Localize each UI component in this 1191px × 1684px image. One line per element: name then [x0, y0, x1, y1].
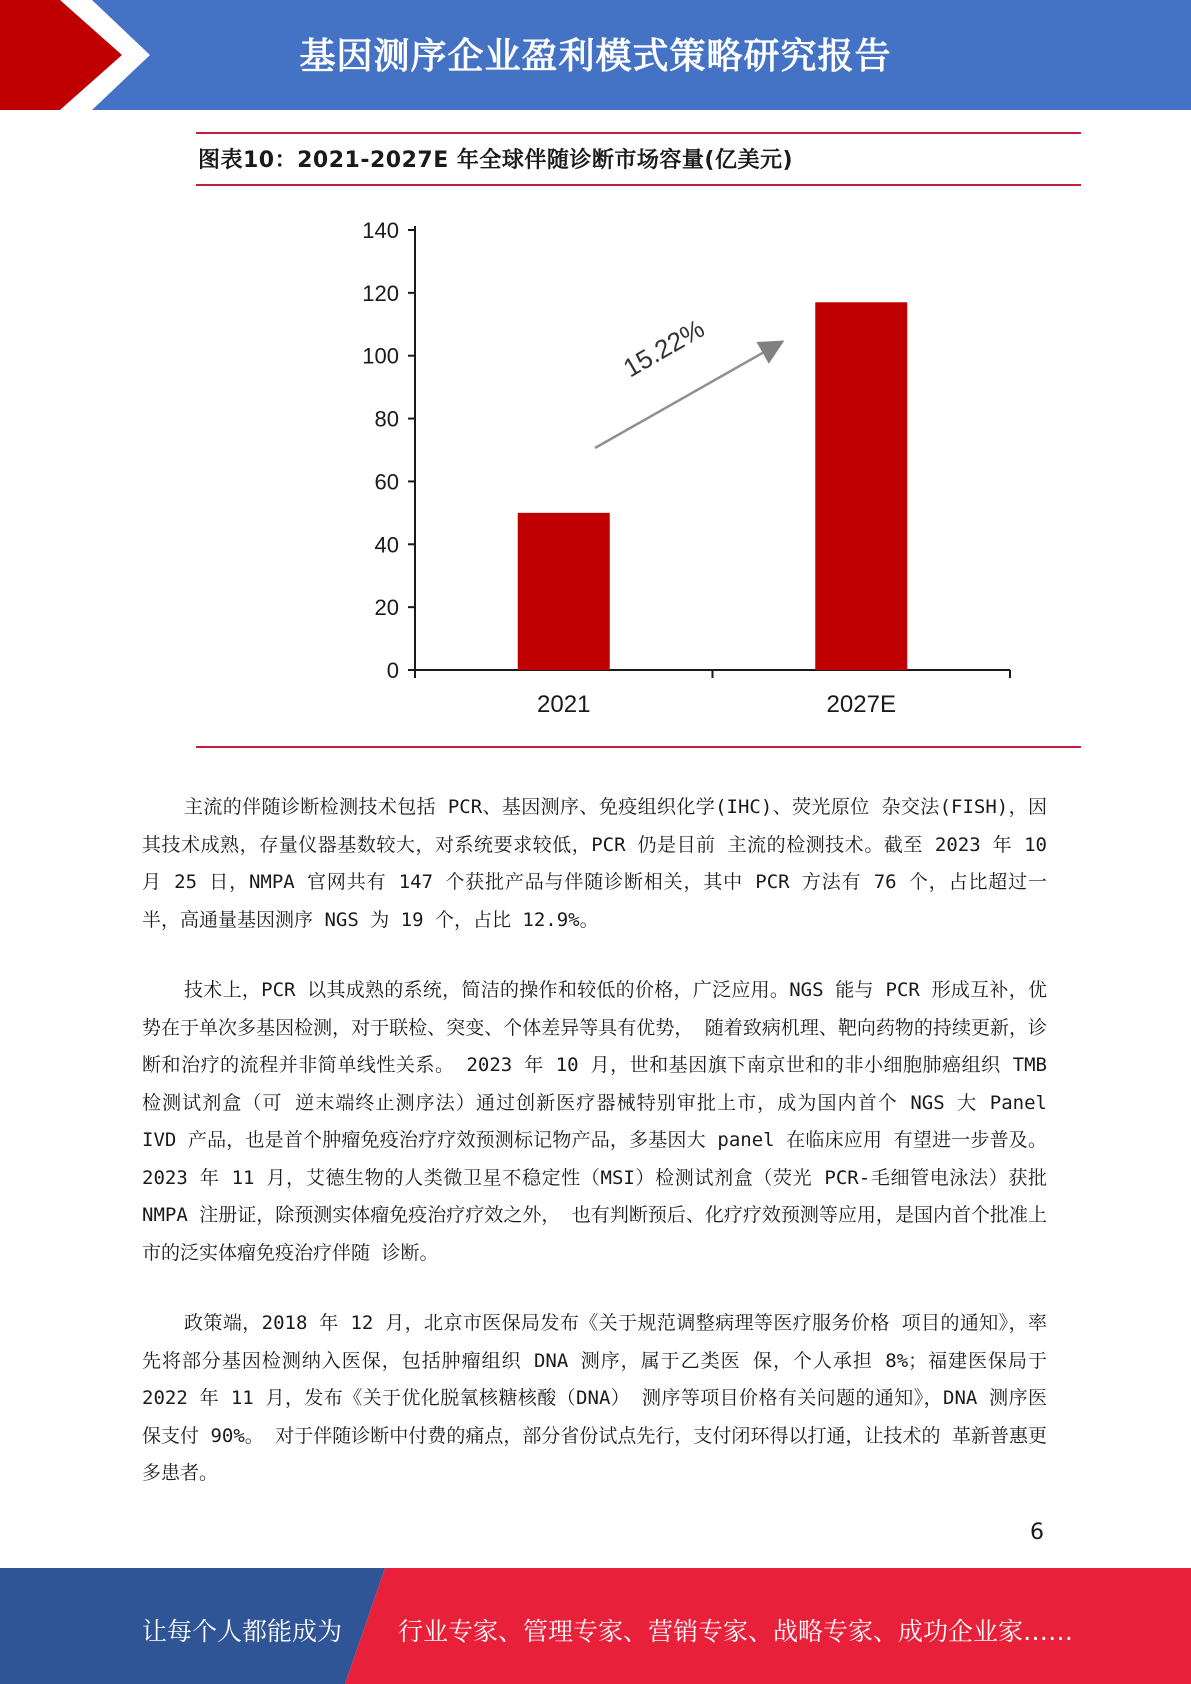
- paragraph-2: 技术上，PCR 以其成熟的系统，简洁的操作和较低的价格，广泛应用。NGS 能与 PCR 形成互补，优势在于单次多基因检测，对于联检、突变、个体差异等具有优势， 随着致病机理、靶向药物的持续更新，诊断和治疗的流程并非简单线性关系。 2023 年 10 月，世和基因旗下南京世和的非小细胞肺癌组织 TMB 检测试剂盒（可 逆末端终止测序法）通过创新医疗器械特别审批上市，成为国内首个 NGS 大 Panel IVD 产品，也是首个肿瘤免疫治疗疗效预测标记物产品，多基因大 panel 在临床应用 有望进一步普及。2023 年 11 月，艾德生物的人类微卫星不稳定性（MSI）检测试剂盒（荧光 PCR-毛细管电泳法）获批 NMPA 注册证，除预测实体瘤免疫治疗疗效之外， 也有判断预后、化疗疗效预测等应用，是国内首个批准上市的泛实体瘤免疫治疗伴随 诊断。: [142, 979, 1047, 1264]
- bar-chart: [330, 205, 1030, 725]
- x-axis-labels: [415, 670, 1010, 718]
- caption-bottom-rule: [196, 184, 1081, 186]
- y-axis-ticks: [362, 218, 415, 683]
- y-tick-label: 140: [362, 218, 399, 243]
- y-tick-label: 120: [362, 280, 399, 306]
- bar-2027E: [815, 302, 907, 670]
- figure-caption: 图表10：2021-2027E 年全球伴随诊断市场容量(亿美元): [198, 148, 794, 173]
- paragraph-3: 政策端，2018 年 12 月，北京市医保局发布《关于规范调整病理等医疗服务价格 项目的通知》，率先将部分基因检测纳入医保，包括肿瘤组织 DNA 测序，属于乙类医 保，个人承担 8%；福建医保局于 2022 年 11 月，发布《关于优化脱氧核糖核酸（DNA） 测序等项目价格有关问题的通知》，DNA 测序医保支付 90%。 对于伴随诊断中付费的痛点，部分省份试点先行，支付闭环得以打通，让技术的 革新普惠更多患者。: [142, 1312, 1047, 1484]
- y-tick-label: 100: [362, 343, 399, 369]
- y-tick-label: 40: [374, 532, 399, 558]
- y-tick-label: 80: [374, 406, 399, 432]
- growth-rate-label: 15.22%: [618, 313, 710, 384]
- header-title: 基因测序企业盈利模式策略研究报告: [299, 36, 892, 77]
- page-header: [0, 0, 1191, 110]
- x-category-label: 2021: [537, 691, 591, 718]
- page-number: 6: [1030, 1520, 1044, 1545]
- bar-2021: [518, 513, 610, 670]
- paragraph-1: 主流的伴随诊断检测技术包括 PCR、基因测序、免疫组织化学(IHC)、荧光原位 杂交法(FISH)，因其技术成熟，存量仪器基数较大，对系统要求较低，PCR 仍是目前 主流的检测技术。截至 2023 年 10 月 25 日，NMPA 官网共有 147 个获批产品与伴随诊断相关，其中 PCR 方法有 76 个，占比超过一半，高通量基因测序 NGS 为 19 个，占比 12.9%。: [142, 796, 1047, 931]
- y-tick-label: 20: [374, 595, 399, 621]
- bar-series: [518, 302, 908, 670]
- y-tick-label: 60: [374, 469, 399, 495]
- y-tick-label: 0: [386, 658, 399, 683]
- page-footer: [0, 1568, 1191, 1684]
- chart-bottom-rule: [196, 746, 1081, 748]
- footer-slogan-left: 让每个人都能成为: [142, 1617, 343, 1646]
- caption-top-rule: [196, 132, 1081, 134]
- x-category-label: 2027E: [826, 691, 896, 718]
- footer-slogan-right: 行业专家、管理专家、营销专家、战略专家、成功企业家……: [398, 1617, 1074, 1646]
